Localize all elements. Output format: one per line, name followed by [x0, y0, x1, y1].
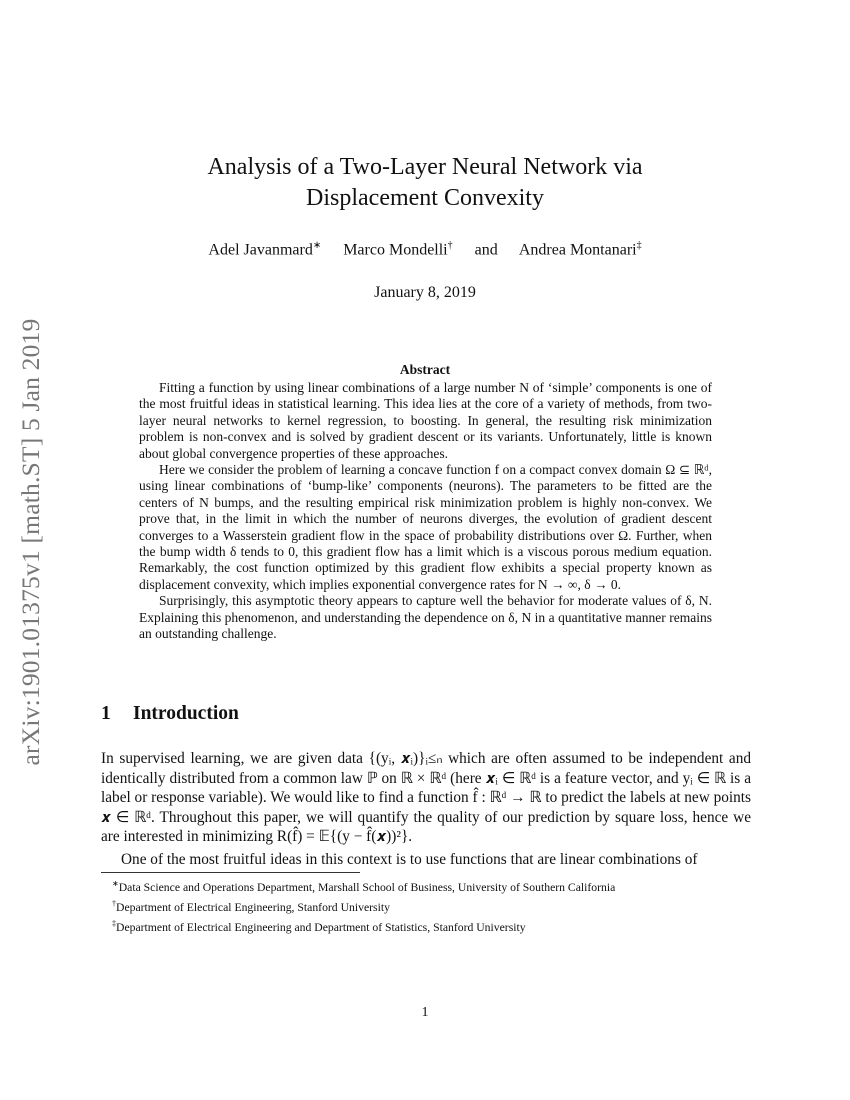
author-name: Adel Javanmard — [208, 241, 313, 259]
body-paragraph: One of the most fruitful ideas in this context is to use functions that are linear combinations of — [121, 850, 698, 868]
arxiv-sidebar — [6, 292, 56, 792]
footnote-mark: † — [112, 898, 116, 908]
abstract-heading: Abstract — [399, 362, 451, 377]
abstract-paragraph: Fitting a function by using linear combinations of a large number N of ‘simple’ components is one of the most fruitful ideas in statistical learning. This idea lies at the core of a variety of methods, from two-layer neural networks to kernel regression, to boosting. In general, the resulting risk minimization problem is non-convex and is solved by gradient descent or its variants. Unfortunately, little is known about global convergence properties of these approaches. — [139, 380, 712, 461]
page-number: 1 — [421, 1005, 429, 1020]
footnote-mark: ∗ — [112, 879, 119, 888]
introduction-body — [101, 749, 751, 869]
title-line-2: Displacement Convexity — [306, 185, 544, 211]
title-line-1: Analysis of a Two-Layer Neural Network via — [207, 154, 643, 180]
paper-title — [150, 152, 700, 214]
abstract-paragraph: Here we consider the problem of learning a concave function f on a compact convex domain Ω ⊆ ℝᵈ, using linear combinations of ‘bump-like’ components (neurons). The parameters to be fitted are the centers of N bumps, and the resulting empirical risk minimization problem is highly non-convex. We prove that, in the limit in which the number of neurons diverges, the evolution of gradient descent converges to a Wasserstein gradient flow in the space of probability distributions over Ω. Further, when the bump width δ tends to 0, this gradient flow has a limit which is a viscous porous medium equation. Remarkably, the cost function optimized by this gradient flow exhibits a special property known as displacement convexity, which implies exponential convergence rates for N → ∞, δ → 0. — [139, 462, 712, 592]
section-heading — [101, 703, 239, 725]
author-name: Marco Mondelli — [343, 241, 448, 259]
footnote — [112, 916, 752, 936]
author-mark: † — [447, 240, 453, 251]
footnote-text: Department of Electrical Engineering, Stanford University — [116, 900, 390, 914]
section-number: 1 — [101, 703, 111, 724]
authors-conjunction: and — [474, 241, 498, 259]
section-title: Introduction — [133, 703, 239, 724]
abstract-body — [139, 380, 712, 643]
body-paragraph: In supervised learning, we are given data {(yᵢ, 𝒙ᵢ)}ᵢ≤ₙ which are often assumed to be independent and identically distributed from a common law ℙ on ℝ × ℝᵈ (here 𝒙ᵢ ∈ ℝᵈ is a feature vector, and yᵢ ∈ ℝ is a label or response variable). We would like to find a function f̂ : ℝᵈ → ℝ to predict the labels at new points 𝒙 ∈ ℝᵈ. Throughout this paper, we will quantify the quality of our prediction by square loss, hence we are interested in minimizing R(f̂) = 𝔼{(y − f̂(𝒙))²}. — [101, 750, 751, 845]
footnote — [112, 896, 752, 916]
footnotes — [112, 876, 752, 936]
abstract-paragraph: Surprisingly, this asymptotic theory appears to capture well the behavior for moderate values of δ, N. Explaining this phenomenon, and understanding the dependence on δ, N in a quantitative manner remains an outstanding challenge. — [139, 593, 712, 642]
arxiv-identifier: arXiv:1901.01375v1 [math.ST] 5 Jan 2019 — [16, 318, 45, 766]
footnote-mark: ‡ — [112, 918, 116, 928]
footnote-text: Department of Electrical Engineering and Department of Statistics, Stanford University — [116, 920, 526, 934]
author-mark: ‡ — [636, 240, 642, 251]
author-mark: ∗ — [312, 240, 322, 251]
footnote — [112, 876, 752, 896]
paper-date: January 8, 2019 — [374, 284, 476, 301]
author-list — [150, 240, 700, 259]
author-name: Andrea Montanari — [518, 241, 637, 259]
footnote-divider — [101, 872, 360, 873]
footnote-text: Data Science and Operations Department, Marshall School of Business, University of Southern California — [118, 880, 616, 894]
